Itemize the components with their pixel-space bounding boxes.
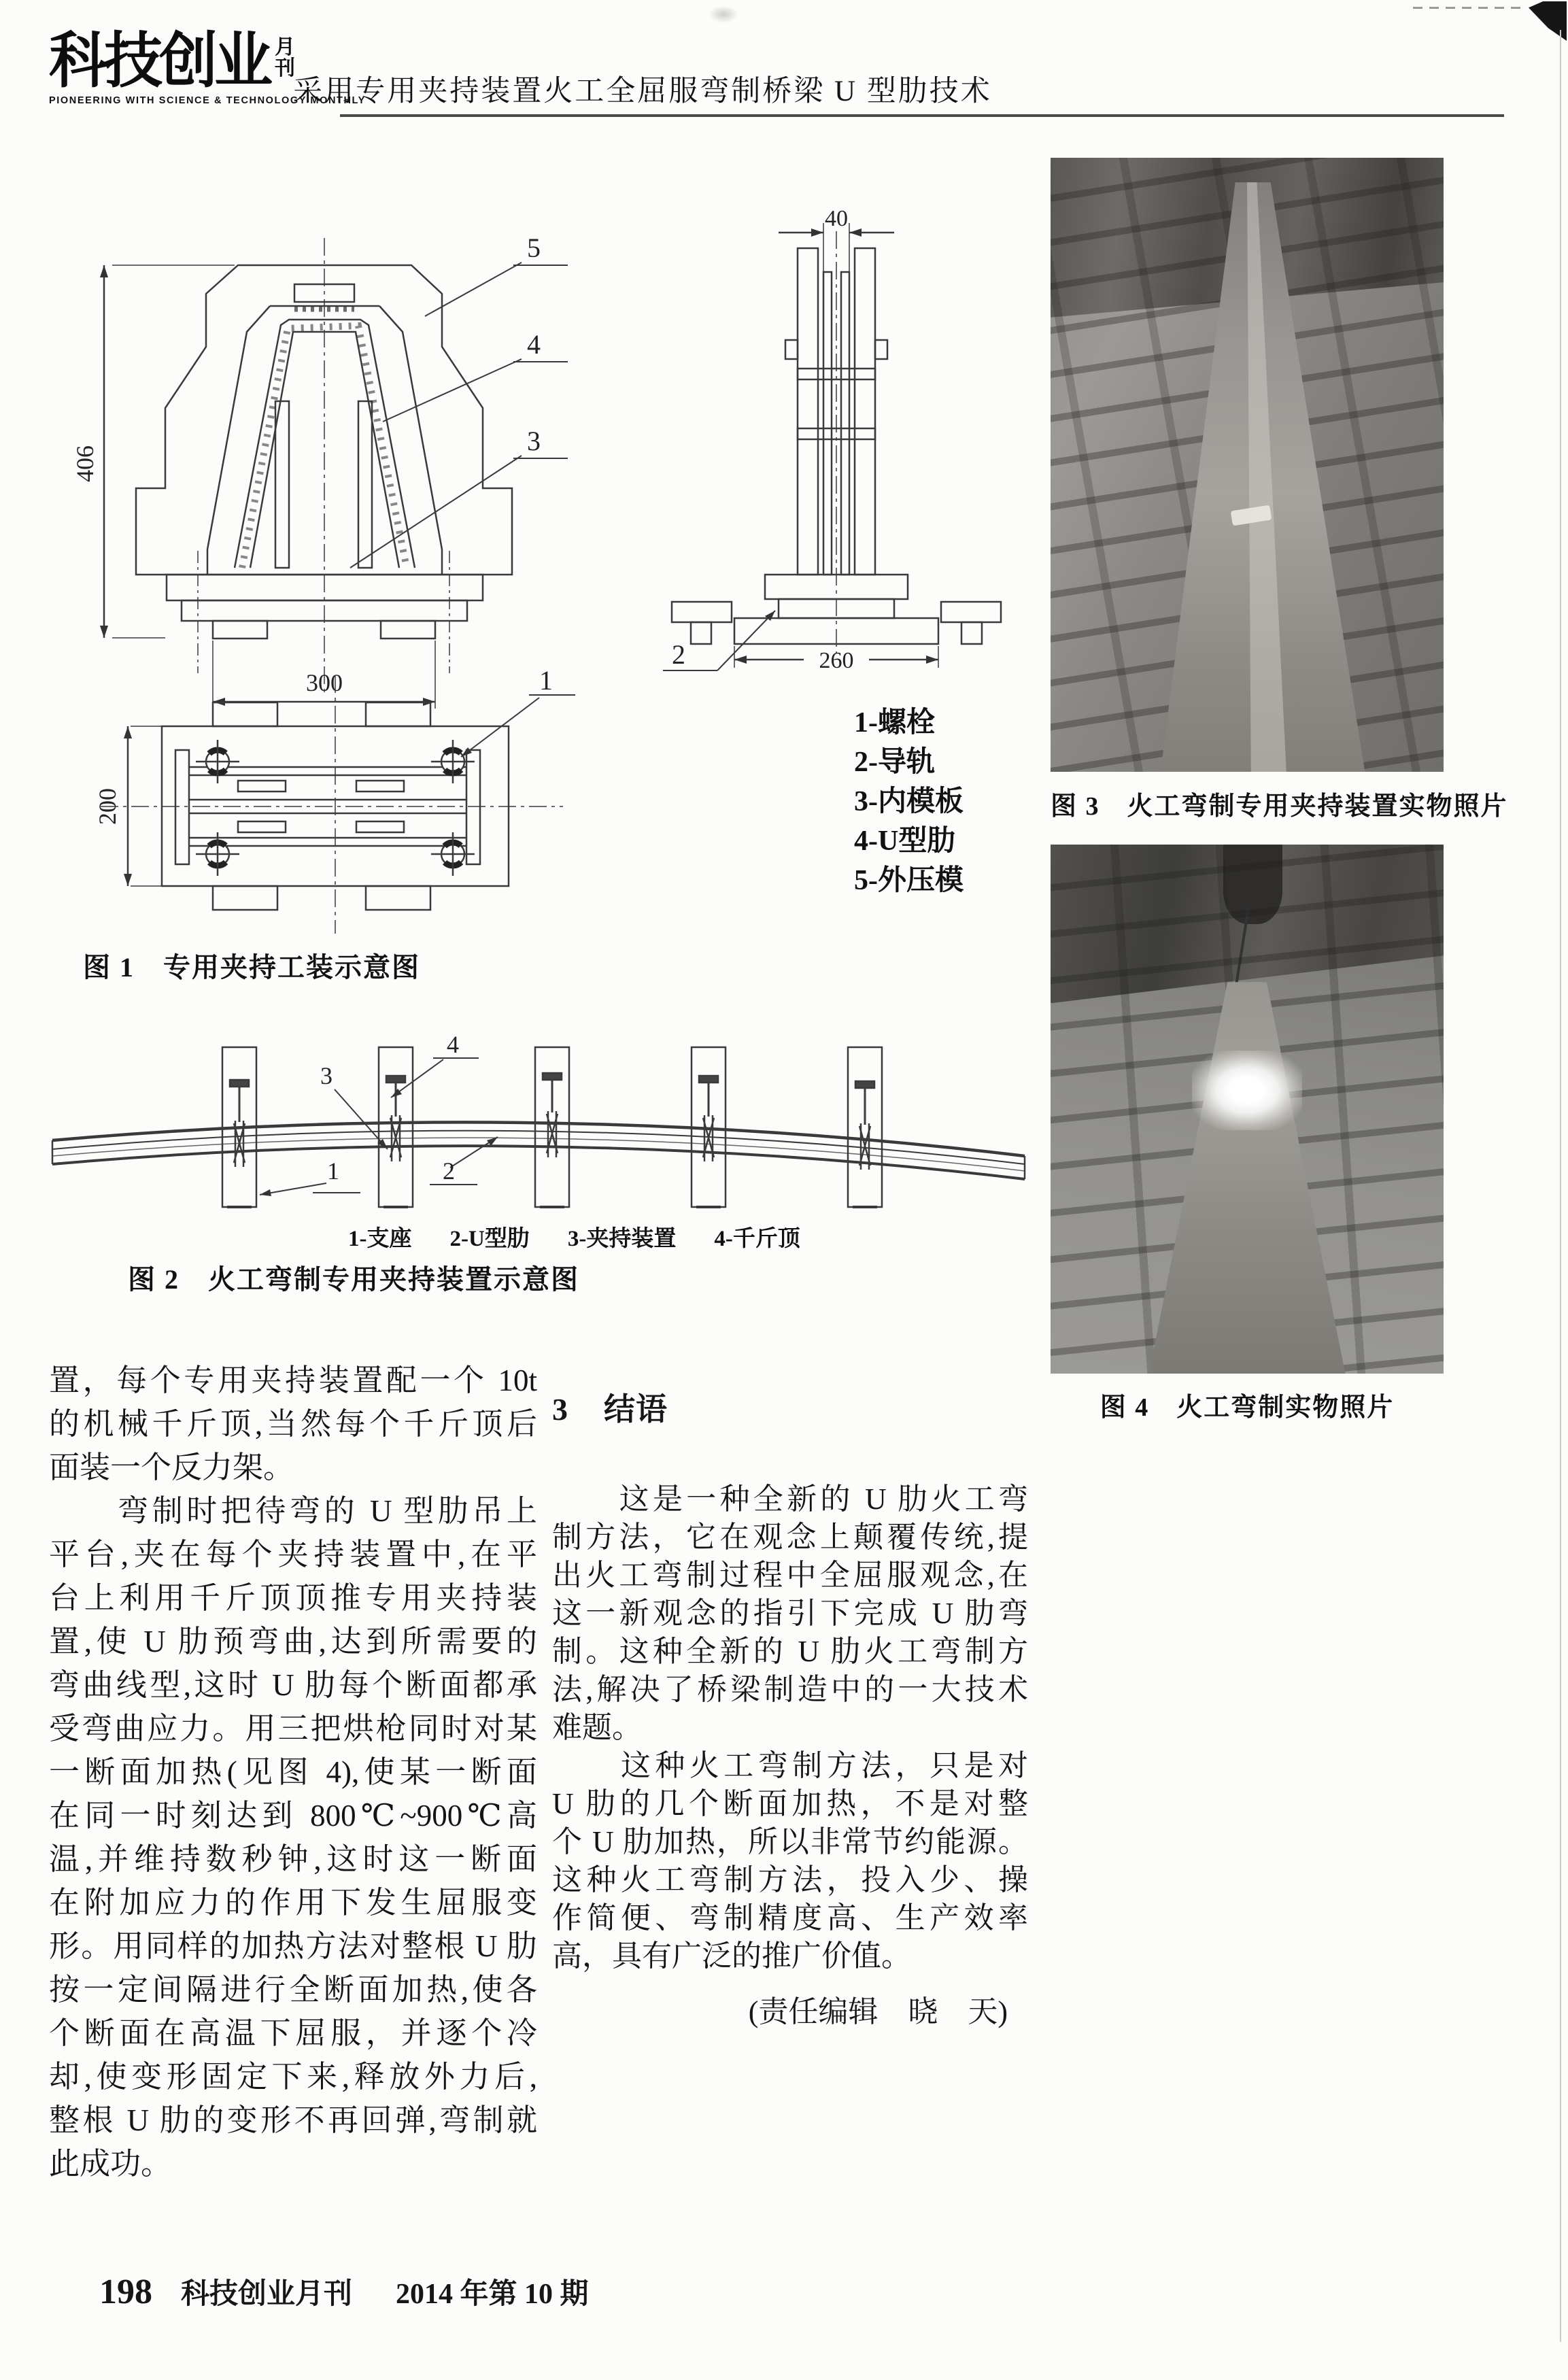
fig1-label-5: 5 xyxy=(527,233,541,263)
text-line: 置，每个专用夹持装置配一个 10t xyxy=(49,1363,537,1397)
text-line: 在同一时刻达到 800℃~900℃高 xyxy=(49,1799,537,1833)
fig1-dim-406: 406 xyxy=(71,445,99,482)
page-footer xyxy=(99,2271,589,2312)
text-line: 平台,夹在每个夹持装置中,在平 xyxy=(49,1537,537,1571)
journal-logo-subtitle: PIONEERING WITH SCIENCE & TECHNOLOGY MONTHLY xyxy=(49,95,366,106)
text-line: U 肋的几个断面加热，不是对整 xyxy=(552,1787,1028,1820)
text-line: 温,并维持数秒钟,这时这一断面 xyxy=(49,1842,537,1876)
text-line: 却,使变形固定下来,释放外力后, xyxy=(49,2060,537,2094)
text-line: 弯制时把待弯的 U 型肋吊上 xyxy=(49,1494,537,1528)
fig2-label-3: 3 xyxy=(320,1062,333,1089)
text-line: 面装一个反力架。 xyxy=(49,1450,294,1484)
text-line: 这是一种全新的 U 肋火工弯 xyxy=(552,1482,1028,1516)
figure2-caption: 图 2 火工弯制专用夹持装置示意图 xyxy=(128,1264,579,1295)
text-line: 制方法，它在观念上颠覆传统,提 xyxy=(552,1520,1028,1554)
text-line: 这种火工弯制方法，投入少、操 xyxy=(552,1863,1028,1897)
journal-logo-text: 科技创业 xyxy=(49,27,269,95)
legend-item: 2-导轨 xyxy=(854,747,935,778)
text-line: 置,使 U 肋预弯曲,达到所需要的 xyxy=(49,1625,537,1659)
legend-item: 4-千斤顶 xyxy=(714,1227,800,1251)
body-middle-column xyxy=(552,1480,1028,1975)
text-line: 此成功。 xyxy=(49,2147,172,2181)
page-number: 198 xyxy=(99,2273,152,2311)
text-line: 法,解决了桥梁制造中的一大技术 xyxy=(552,1673,1028,1706)
scan-artifact-dash xyxy=(1413,7,1527,9)
scan-artifact-page-edge xyxy=(1560,30,1561,2342)
legend-item: 3-夹持装置 xyxy=(567,1227,677,1251)
fig2-label-4: 4 xyxy=(447,1035,459,1058)
figure4-caption: 图 4 火工弯制实物照片 xyxy=(1100,1393,1395,1422)
fig2-label-1: 1 xyxy=(327,1157,339,1185)
text-line: 形。用同样的加热方法对整根 U 肋 xyxy=(49,1929,537,1963)
fig1-label-1: 1 xyxy=(539,665,553,696)
legend-item: 4-U型肋 xyxy=(854,826,956,857)
logo-stack-bottom: 刊 xyxy=(275,57,295,80)
legend-item: 5-外压模 xyxy=(854,865,964,896)
fig1-dim-260: 260 xyxy=(819,648,854,673)
text-line: 台上利用千斤顶顶推专用夹持装 xyxy=(49,1581,537,1615)
logo-stack-top: 月 xyxy=(275,36,295,58)
text-line: 高，具有广泛的推广价值。 xyxy=(552,1939,911,1973)
figure1-caption: 图 1 专用夹持工装示意图 xyxy=(83,952,420,983)
figure1-side-view-drawing xyxy=(632,204,1040,673)
legend-item: 1-螺栓 xyxy=(854,707,935,738)
page-title: 采用专用夹持装置火工全屈服弯制桥梁 U 型肋技术 xyxy=(293,75,992,107)
fig1-dim-40: 40 xyxy=(825,206,848,231)
text-line: 一断面加热(见图 4),使某一断面 xyxy=(49,1755,537,1789)
footer-issue: 2014 年第 10 期 xyxy=(396,2279,589,2310)
text-line: 出火工弯制过程中全屈服观念,在 xyxy=(552,1559,1028,1592)
figure3-photo xyxy=(1051,158,1444,772)
legend-item: 1-支座 xyxy=(348,1227,412,1251)
text-line: 弯曲线型,这时 U 肋每个断面都承 xyxy=(49,1668,537,1702)
fig1-label-4: 4 xyxy=(527,329,541,360)
header-rule xyxy=(340,114,1504,117)
figure2-legend xyxy=(348,1221,800,1253)
figure3-caption: 图 3 火工弯制专用夹持装置实物照片 xyxy=(1051,792,1508,821)
text-line: 制。这种全新的 U 肋火工弯制方 xyxy=(552,1635,1028,1668)
text-line: 受弯曲应力。用三把烘枪同时对某 xyxy=(49,1712,537,1746)
text-line: 在附加应力的作用下发生屈服变 xyxy=(49,1886,537,1920)
fig1-label-3: 3 xyxy=(527,426,541,456)
section-number: 3 xyxy=(552,1392,568,1427)
fig1-dim-300: 300 xyxy=(306,669,343,696)
fig1-label-2: 2 xyxy=(672,639,685,670)
section-title: 结语 xyxy=(604,1392,668,1427)
figure1-legend xyxy=(854,703,964,900)
fig1-dim-200: 200 xyxy=(94,788,121,825)
text-line: 个 U 肋加热，所以非常节约能源。 xyxy=(552,1825,1028,1858)
scan-artifact-smudge xyxy=(709,5,738,23)
figure1-plan-view-drawing xyxy=(60,665,577,937)
body-left-column xyxy=(49,1359,537,2186)
editor-note: (责任编辑 晓 天) xyxy=(748,1995,1008,2028)
text-line: 作简便、弯制精度高、生产效率 xyxy=(552,1901,1028,1935)
footer-journal-name: 科技创业月刊 xyxy=(181,2279,353,2310)
legend-item: 3-内模板 xyxy=(854,786,964,817)
figure2-drawing xyxy=(35,1035,1042,1215)
legend-item: 2-U型肋 xyxy=(449,1227,530,1251)
photo-flame-glow xyxy=(1192,1051,1302,1130)
text-line: 个断面在高温下屈服，并逐个冷 xyxy=(49,2016,537,2050)
figure4-photo xyxy=(1051,845,1444,1374)
text-line: 这一新观念的指引下完成 U 肋弯 xyxy=(552,1597,1028,1630)
section-heading xyxy=(552,1384,668,1429)
text-line: 难题。 xyxy=(552,1711,642,1744)
text-line: 这种火工弯制方法，只是对 xyxy=(552,1749,1028,1782)
fig2-label-2: 2 xyxy=(443,1157,455,1185)
text-line: 按一定间隔进行全断面加热,使各 xyxy=(49,1973,537,2007)
figure1-cross-section-drawing xyxy=(65,197,568,728)
text-line: 整根 U 肋的变形不再回弹,弯制就 xyxy=(49,2103,537,2137)
text-line: 的机械千斤顶,当然每个千斤顶后 xyxy=(49,1407,537,1441)
